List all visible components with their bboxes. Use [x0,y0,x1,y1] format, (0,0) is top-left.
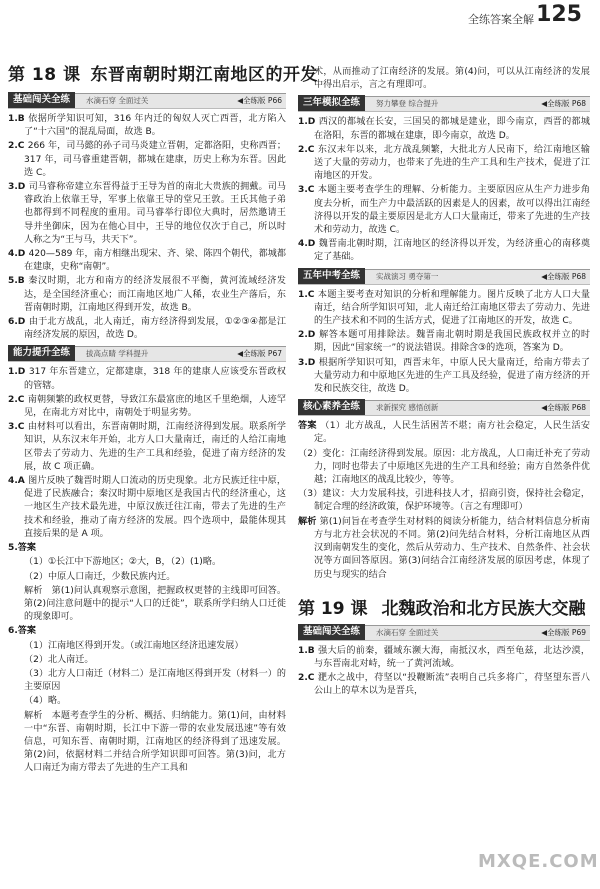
page-header [0,0,600,34]
band-ref: ◀全练版 P67 [237,349,282,359]
section-band-threeyear [298,96,590,112]
answer-number: 3.D [298,357,319,368]
band-motto: 努力攀登 综合提升 [376,99,439,109]
answer-text: 南朝频繁的政权更替，导致江东最富庶的地区千里绝烟，人迹罕见，在南北方对比中，南朝处于明显劣势。 [24,394,286,419]
answer-number: 5.B [8,276,29,287]
answer-5: 5.答案 [8,543,36,554]
answer-item [298,448,590,488]
band-ref: ◀全练版 P68 [541,403,586,413]
band-ref: ◀全练版 P69 [541,627,586,637]
answer-list-fiveyear [298,289,590,397]
answer-number: 2.C [298,673,318,684]
answer-number: 2.C [8,141,28,152]
answer-line: （2）中原人口南迁，少数民族内迁。 [24,571,176,582]
band-motto: 拔高点睛 学科提升 [86,349,149,359]
answer-item [8,140,286,180]
section-band-basic [8,93,286,109]
answer-item [298,144,590,184]
answer-text: 317 年东晋建立，定都建康，318 年的建康人应该受东晋政权的管辖。 [24,367,286,391]
answer-text: 由材料可以看出，东晋南朝时期，江南经济得到发展。联系所学知识，从东汉末年开始，北方人口大量南迁，南迁的人给江南地区带去了劳动力、先进的生产工具和经验，促进了南方经济的发展，故 C 项正确。 [24,422,286,472]
answer-number: 1.C [298,289,318,300]
answer-number: 1.D [298,117,319,128]
answer-item [8,316,286,342]
band-ref: ◀全练版 P68 [541,99,586,109]
answer-number: 2.D [298,330,320,341]
answer-number: 3.C [8,422,28,433]
answer-item [8,181,286,247]
answer-line: 术，从而推动了江南经济的发展。第(4)问，可以从江南经济的发展中得出启示，言之有理即可。 [314,67,590,91]
lesson-heading-2 [298,594,590,619]
answer-text: 东汉末年以来，北方战乱频繁，大批北方人民南下，给江南地区输送了大量的劳动力，也带来了先进的生产工具和生产技术，促进了江南地区的开发。 [314,144,590,182]
answer-item [298,289,590,329]
answer-number: 4.D [298,239,319,250]
answer-6: 6.答案 [8,626,36,637]
lesson-number: 第 19 课 [298,598,368,619]
answer-text: 解答本题可用排除法。魏晋南北朝时期是我国民族政权并立的时期，因此“国家统一”的说法错误。排除含③的选项，答案为 D。 [314,330,590,354]
answer-number: 解析 [298,516,320,527]
answer-line: （3）北方人口南迁（材料二）是江南地区得到开发（材料一）的主要原因 [24,668,286,693]
answer-item [8,421,286,474]
band-tag: 三年模拟全练 [298,95,365,111]
band-motto: 水滴石穿 全面过关 [86,96,149,105]
answer-number: 1.B [298,645,319,656]
answer-item [298,645,590,671]
answer-item [298,672,590,698]
answer-text: （3）建议：大力发展科技，引进科技人才，招商引资，保持社会稳定，制定合理的经济政策，保护环境等。（言之有理即可） [298,489,590,513]
answer-text: 420—589 年，南方相继出现宋、齐、梁、陈四个朝代，都城都在建康，史称“南朝”。 [24,249,287,273]
answer-item [298,357,590,397]
band-ref: ◀全练版 P66 [237,96,282,105]
band-motto: 实战演习 勇夺第一 [376,271,439,281]
lesson-title: 北魏政治和北方民族大交融 [381,598,586,619]
answer-list-core [298,420,590,581]
answer-number: 1.D [8,367,29,378]
answer-text: 266 年，司马懿的孙子司马炎建立晋朝，定都洛阳，史称西晋；317 年，司马睿重建晋朝，都城在建康，历史上称为东晋。因此选 C。 [24,141,286,178]
answer-number: 3.C [298,185,318,196]
answer-number: 2.C [8,394,28,405]
answer-item [298,116,590,142]
section-band-fiveyear [298,269,590,285]
answer-line: （1）江南地区得到开发。（或江南地区经济迅速发展） [24,640,244,651]
answer-item [8,394,286,420]
answer-line: （4）略。 [24,696,67,707]
watermark: MXQE.COM [478,851,599,872]
band-tag: 核心素养全练 [298,399,365,415]
answer-line: 解析 本题考查学生的分析、概括、归纳能力。第(1)问，由材料一中“东晋、南朝时期，长江中下游一带的农业发展迅速”等有效信息，可知东晋、南朝时期，江南地区的经济得到了迅速发展。第(2)问，依据材料二并结合所学知识即可回答。第(3)问，北方人口南迁为南方带去了先进的生产工具和 [24,710,286,774]
answer-text: 秦汉时期，北方和南方的经济发展很不平衡，黄河流域经济发达，是全国经济重心；而江南地区地广人稀，农业生产落后，东晋南朝时期，江南地区得到开发，故选 B。 [24,276,286,313]
answer-number: 答案 [298,421,321,432]
answer-text: 强大后的前秦，疆域东濒大海，南抵汉水，西至龟兹，北达沙漠，与东晋南北对峙，统一了黄河流域。 [314,645,590,669]
answer-item [8,366,286,392]
band-motto: 水滴石穿 全面过关 [376,627,439,637]
answer-text: 西汉的都城在长安，三国吴的都城是建业，即今南京，西晋的都城在洛阳，东晋的都城在建康，即今南京，故选 D。 [314,117,590,141]
answer-list-ability [8,366,286,541]
answer-text: （2）变化：江南经济得到发展。原因：北方战乱，人口南迁补充了劳动力，同时也带去了中原地区先进的生产工具和经验；南方自然条件优越；江南地区的战乱比较少，等等。 [298,448,590,486]
section-band-ability [8,346,286,362]
answer-text: （1）北方战乱，人民生活困苦不堪；南方社会稳定，人民生活安定。 [314,421,590,445]
answer-number: 4.A [8,476,29,487]
page-number: 125 [536,2,582,27]
answer-item [8,113,286,139]
answer-item [298,420,590,446]
band-tag: 基础闯关全练 [8,92,75,108]
answer-line: （1）①长江中下游地区；②大，B，（2）(1)略。 [24,557,222,568]
answer-number: 3.D [8,182,29,193]
lesson-number: 第 18 课 [8,65,81,85]
answer-item [298,488,590,514]
answer-number: 6.D [8,317,29,328]
answer-line: 解析 第(1)问认真观察示意图，把握政权更替的主线即可回答。第(2)问注意问题中的提示“人口的迁徙”，联系所学归纳人口迁徙的现象即可。 [24,585,286,623]
band-motto: 求新探究 感悟创新 [376,403,439,413]
answer-text: 根据所学知识可知，西晋末年，中原人民大量南迁，给南方带去了大量劳动力和中原地区先进的生产工具及经验，促进了南方经济的开发和民族交往，故选 D。 [314,357,590,395]
answer-text: 依据所学知识可知，316 年内迁的匈奴人灭亡西晋，北方陷入了“十六国”的混乱局面，故选 B。 [24,114,286,138]
continued-text [298,66,590,92]
answer-text: 司马睿称帝建立东晋得益于王导为首的南北大贵族的拥戴。司马睿政治上依靠王导，军事上依靠王导的堂兄王敦。王氏其他子弟也都得到不同程度的重用。司马睿举行即位大典时，居然邀请王导并坐御床，因为在他心目中，王导的地位仅次于自己，所以时人称之为“王与马，共天下”。 [24,182,286,245]
answer-list-threeyear [298,116,590,264]
answer-list-basic [8,113,286,342]
lesson-title: 东晋南朝时期江南地区的开发 [90,65,318,85]
answer-6-lines [8,640,286,776]
answer-number: 2.C [298,144,318,155]
band-ref: ◀全练版 P68 [541,271,586,281]
answer-item [298,516,590,582]
section-band-basic-2 [298,625,590,641]
band-tag: 五年中考全练 [298,268,365,284]
section-band-core [298,400,590,416]
band-tag: 基础闯关全练 [298,624,365,640]
answer-text: 本题主要考查对知识的分析和理解能力。图片反映了北方人口大量南迁，结合所学知识可知，北人南迁给江南地区带去了劳动力、先进的生产技术和不同的生活方式，促进了江南地区的开发，故选 C。 [314,289,590,327]
answer-text: 本题主要考查学生的理解、分析能力。主要原因应从生产力进步角度去分析，而生产力中最活跃的因素是人的因素，故可以得出江南经济得以开发的最主要原因是北方人口大量南迁，带来了先进的生产技术和劳动力，故选 C。 [314,185,590,236]
answer-number: 4.D [8,249,29,260]
answer-item [298,184,590,237]
lesson-heading [8,60,318,85]
answer-item [298,238,590,264]
answer-text: 淝水之战中，苻坚以“投鞭断流”表明自己兵多将广，苻坚望东晋八公山上的草木以为是晋兵， [314,673,590,697]
section-title: 全练答案全解 [468,13,534,26]
band-tag: 能力提升全练 [8,345,75,361]
answer-item [8,248,286,274]
answer-5-lines [8,556,286,624]
answer-text: 第(1)问旨在考查学生对材料的阅读分析能力，结合材料信息分析南方与北方社会状况的不同。第(2)问先结合材料，分析江南地区从西汉到南朝发生的变化，然后从劳动力、生产技术、自然条件、社会状况等方面回答原因。第(3)问结合江南经济发展的原因考虑，体现了历史与现实的结合 [314,516,590,580]
answer-text: 魏晋南北朝时期，江南地区的经济得以开发，为经济重心的南移奠定了基础。 [314,239,590,263]
answer-number: 1.B [8,114,29,124]
answer-item [8,275,286,315]
right-column [298,66,590,700]
answer-line: （2）北人南迁。 [24,654,94,665]
answer-text: 由于北方战乱，北人南迁，南方经济得到发展，①②③④都是江南经济发展的原因，故选 D。 [24,317,286,341]
answer-text: 图片反映了魏晋时期人口流动的历史现象。北方民族迁往中原，促进了民族融合；秦汉时期中原地区是我国古代的经济重心，这一地区生产技术最先进，中原汉族迁往江南，带去了先进的生产技术和经验，推动了南方经济的发展。四个选项中，最能体现其直接后果的是 A 项。 [24,476,286,539]
answer-item [298,329,590,355]
answer-item [8,475,286,541]
answer-list-basic-2 [298,645,590,699]
